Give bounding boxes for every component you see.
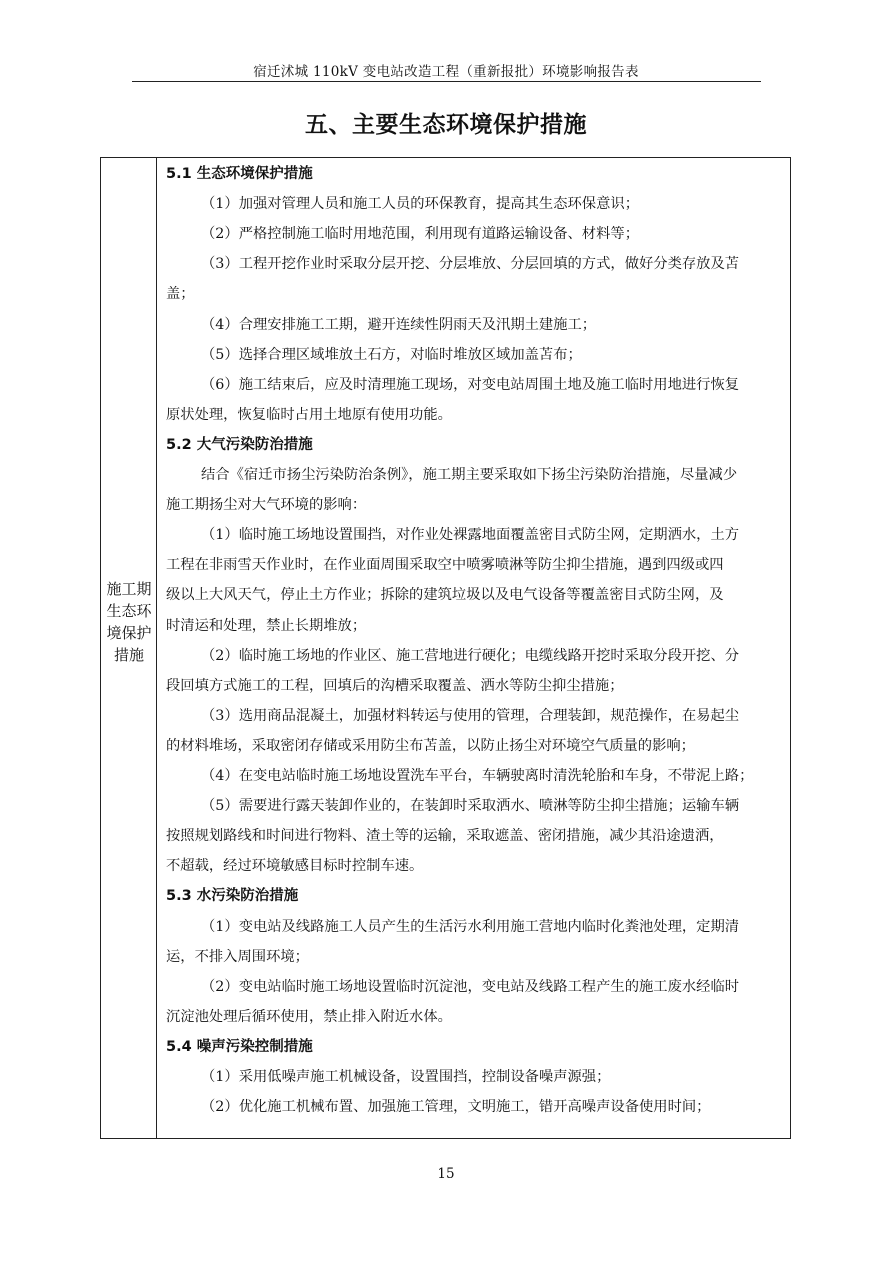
text-line: 级以上大风天气，停止土方作业；拆除的建筑垃圾以及电气设备等覆盖密目式防尘网，及: [166, 587, 724, 604]
text-line: （1）加强对管理人员和施工人员的环保教育，提高其生态环保意识；: [201, 196, 639, 213]
category-label-line: 施工期: [106, 580, 152, 598]
text-line: 不超载，经过环境敏感目标时控制车速。: [166, 858, 424, 875]
text-line: （2）严格控制施工临时用地范围，利用现有道路运输设备、材料等；: [201, 226, 639, 243]
text-line: 段回填方式施工的工程，回填后的沟槽采取覆盖、洒水等防尘抑尘措施；: [166, 677, 624, 694]
text-line: （1）变电站及线路施工人员产生的生活污水利用施工营地内临时化粪池处理，定期清: [201, 918, 740, 935]
section-heading: 5.3 水污染防治措施: [166, 888, 299, 905]
section-title: 五、主要生态环境保护措施: [305, 112, 587, 138]
text-line: （3）工程开挖作业时采取分层开挖、分层堆放、分层回填的方式，做好分类存放及苫: [201, 256, 740, 273]
text-line: 沉淀池处理后循环使用，禁止排入附近水体。: [166, 1008, 452, 1025]
text-line: （5）选择合理区域堆放土石方，对临时堆放区域加盖苫布；: [201, 346, 582, 363]
text-line: （2）优化施工机械布置、加强施工管理，文明施工，错开高噪声设备使用时间；: [201, 1099, 711, 1116]
section-heading: 5.1 生态环境保护措施: [166, 166, 313, 182]
text-line: （5）需要进行露天装卸作业的，在装卸时采取洒水、喷淋等防尘抑尘措施；运输车辆: [201, 798, 740, 815]
text-line: （4）合理安排施工工期，避开连续性阴雨天及汛期土建施工；: [201, 316, 597, 333]
text-line: 按照规划路线和时间进行物料、渣土等的运输，采取遮盖、密闭措施，减少其沿途遗洒，: [166, 828, 724, 845]
text-line: （1）采用低噪声施工机械设备，设置围挡，控制设备噪声源强；: [201, 1069, 611, 1085]
text-line: （4）在变电站临时施工场地设置洗车平台，车辆驶离时清洗轮胎和车身，不带泥上路；: [201, 768, 754, 784]
category-label-line: 境保护: [106, 624, 152, 642]
page-number: 15: [437, 1166, 455, 1182]
category-label: [101, 578, 157, 666]
text-line: （6）施工结束后，应及时清理施工现场，对变电站周围土地及施工临时用地进行恢复: [201, 376, 740, 393]
text-line: 施工期扬尘对大气环境的影响：: [166, 497, 367, 514]
header-rule: [132, 81, 761, 82]
text-line: 原状处理，恢复临时占用土地原有使用功能。: [166, 406, 452, 423]
running-header: 宿迁沭城 110kV 变电站改造工程（重新报批）环境影响报告表: [253, 64, 639, 80]
text-line: （1）临时施工场地设置围挡，对作业处裸露地面覆盖密目式防尘网，定期洒水，土方: [201, 527, 740, 544]
measures-table: [100, 157, 791, 1139]
text-line: 运，不排入周围环境；: [166, 948, 309, 965]
text-line: 盖；: [166, 286, 195, 303]
category-label-line: 措施: [113, 646, 144, 664]
category-column: [101, 158, 157, 1138]
section-heading: 5.2 大气污染防治措施: [166, 436, 313, 453]
text-line: （2）变电站临时施工场地设置临时沉淀池，变电站及线路工程产生的施工废水经临时: [201, 978, 740, 995]
category-label-line: 生态环: [106, 602, 152, 620]
text-line: 的材料堆场，采取密闭存储或采用防尘布苫盖，以防止扬尘对环境空气质量的影响；: [166, 737, 695, 754]
text-line: （2）临时施工场地的作业区、施工营地进行硬化；电缆线路开挖时采取分段开挖、分: [201, 647, 740, 664]
text-line: 工程在非雨雪天作业时，在作业面周围采取空中喷雾喷淋等防尘抑尘措施，遇到四级或四: [166, 557, 724, 574]
text-line: 时清运和处理，禁止长期堆放；: [166, 617, 367, 634]
text-line: （3）选用商品混凝土，加强材料转运与使用的管理，合理装卸，规范操作，在易起尘: [201, 707, 740, 724]
section-heading: 5.4 噪声污染控制措施: [166, 1038, 313, 1055]
text-line: 结合《宿迁市扬尘污染防治条例》，施工期主要采取如下扬尘污染防治措施，尽量减少: [201, 467, 738, 483]
